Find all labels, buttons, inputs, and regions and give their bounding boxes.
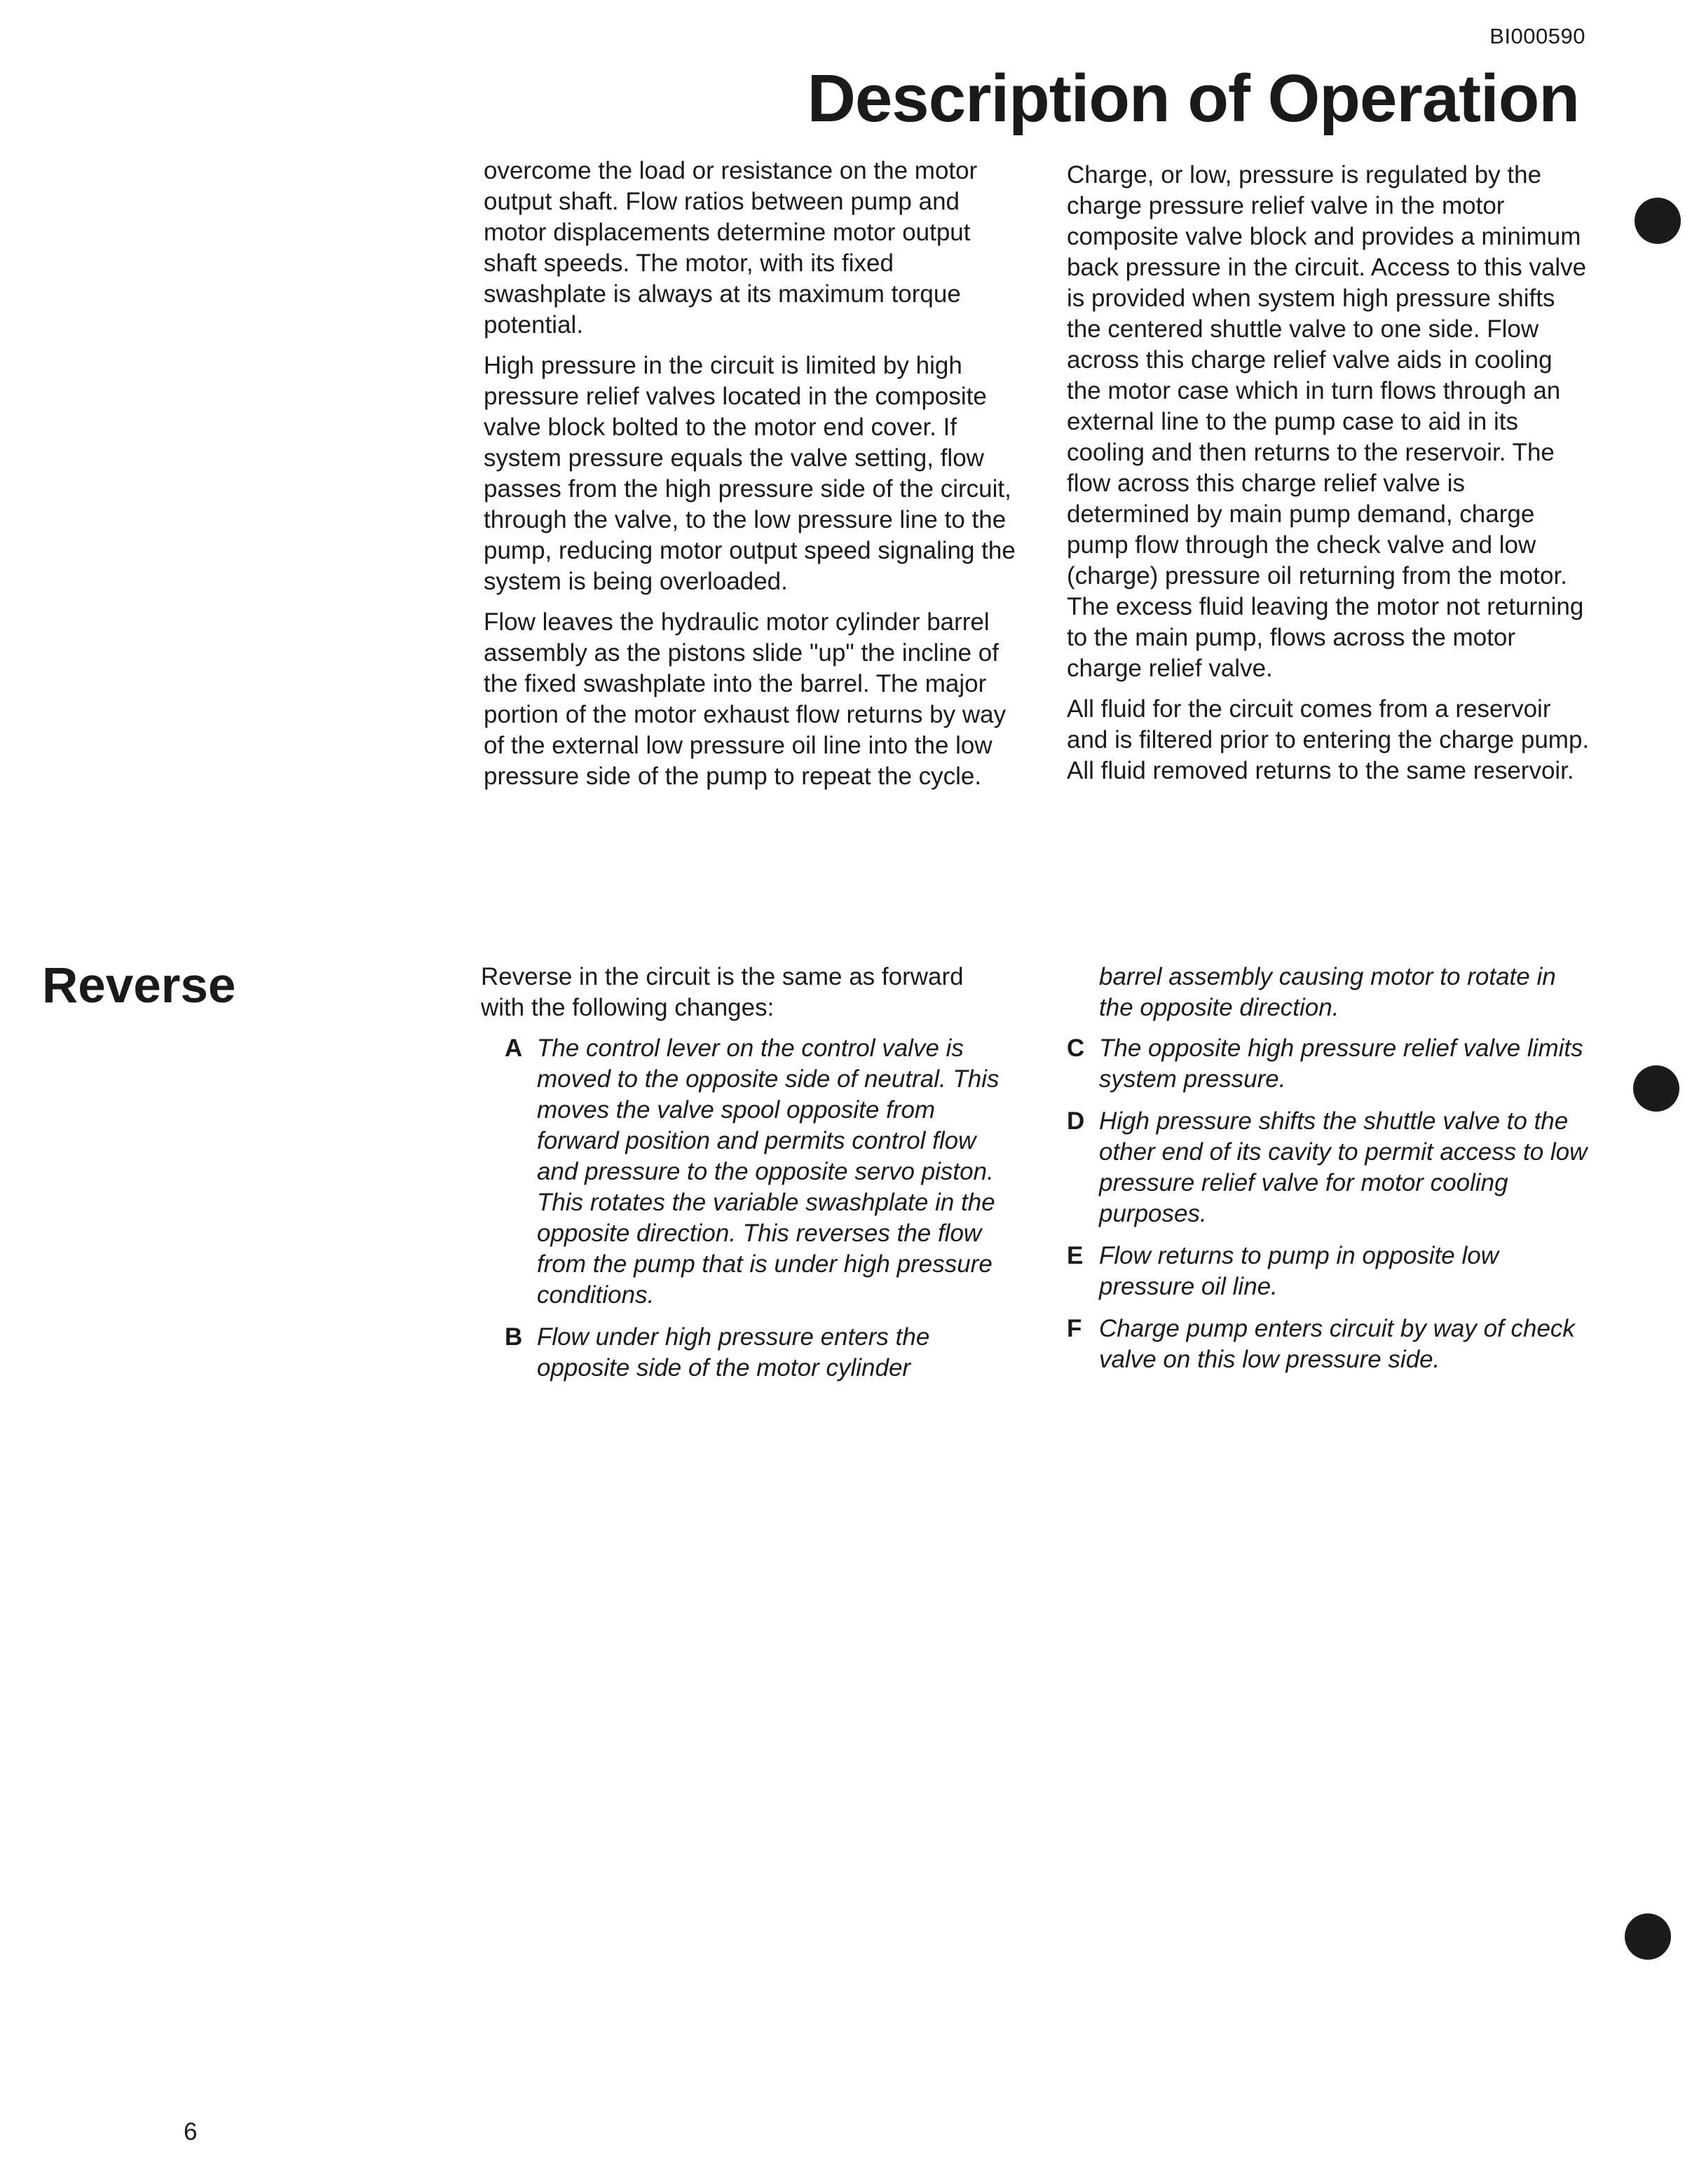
list-item-letter: B [505,1323,523,1351]
binder-hole-bottom [1625,1913,1671,1960]
list-item-continuation: barrel assembly causing motor to rotate in the opposite direction. [1099,963,1556,1021]
paragraph: Flow leaves the hydraulic motor cylinder barrel assembly as the pistons slide "up" the incline of the fixed swashplate into the barrel. The major portion of the motor exhaust flow returns by way of the external low pressure oil line into the low pressure side of the pump to repeat the cycle. [484,608,1007,790]
section-heading-reverse: Reverse [42,958,236,1013]
document-id: BI000590 [1489,24,1585,48]
paragraph: Charge, or low, pressure is regulated by the charge pressure relief valve in the motor composite valve block and provides a minimum back pressure in the circuit. Access to this valve is provided when system high pressure shifts the centered shuttle valve to one side. Flow across this charge relief valve aids in cooling the motor case which in turn flows through an external line to the pump case to aid in its cooling and then returns to the reservoir. The flow across this charge relief valve is determined by main pump demand, charge pump flow through the check valve and low (charge) pressure oil returning from the motor. The excess fluid leaving the motor not returning to the main pump, flows across the motor charge relief valve. [1067,161,1587,682]
list-item-text: The control lever on the control valve is moved to the opposite side of neutral. This moves the valve spool opposite from forward position and permits control flow and pressure to the opposite servo piston. This rotates the variable swashplate in the opposite direction. This reverses the flow from the pump that is under high pressure conditions. [537,1035,1000,1309]
page-number: 6 [184,2118,198,2145]
list-item [1067,1033,1592,1095]
list-item-letter: A [505,1035,523,1062]
list-item-letter: C [1067,1035,1085,1062]
list-item-letter: E [1067,1242,1084,1269]
reverse-intro: Reverse in the circuit is the same as forward with the following changes: [481,963,964,1021]
list-item [1067,1241,1592,1302]
list-item-letter: F [1067,1315,1082,1342]
reverse-column-right [1067,962,1592,1386]
page-title: Description of Operation [807,61,1579,136]
list-item-letter: D [1067,1107,1085,1135]
list-item-text: Flow returns to pump in opposite low pressure oil line. [1099,1242,1499,1300]
binder-hole-top [1635,198,1681,244]
list-item-text: High pressure shifts the shuttle valve to the other end of its cavity to permit access to low pressure relief valve for motor cooling purposes. [1099,1107,1588,1227]
section1-column-right [1067,160,1592,796]
binder-hole-middle [1633,1065,1679,1112]
reverse-steps-list-left [481,1033,1000,1384]
list-item-text: The opposite high pressure relief valve limits system pressure. [1099,1035,1583,1093]
list-item [505,1033,1000,1311]
list-item [1067,1313,1592,1375]
list-item [1067,1106,1592,1229]
paragraph: All fluid for the circuit comes from a reservoir and is filtered prior to entering the charge pump. All fluid removed returns to the same reservoir. [1067,695,1590,784]
list-item-text: Flow under high pressure enters the opposite side of the motor cylinder [537,1323,930,1381]
list-item-text: Charge pump enters circuit by way of check valve on this low pressure side. [1099,1315,1575,1373]
paragraph: High pressure in the circuit is limited by high pressure relief valves located in the composite valve block bolted to the motor end cover. If system pressure equals the valve setting, flow passes from the high pressure side of the circuit, through the valve, to the low pressure line to the pump, reducing motor output speed signaling the system is being overloaded. [484,352,1016,595]
reverse-steps-list-right [1067,1033,1592,1375]
paragraph: overcome the load or resistance on the motor output shaft. Flow ratios between pump and motor displacements determine motor output shaft speeds. The motor, with its fixed swashplate is always at its maximum torque potential. [484,157,978,339]
section1-column-left [484,156,1016,802]
list-item [505,1322,1000,1384]
reverse-column-left [481,962,1000,1395]
